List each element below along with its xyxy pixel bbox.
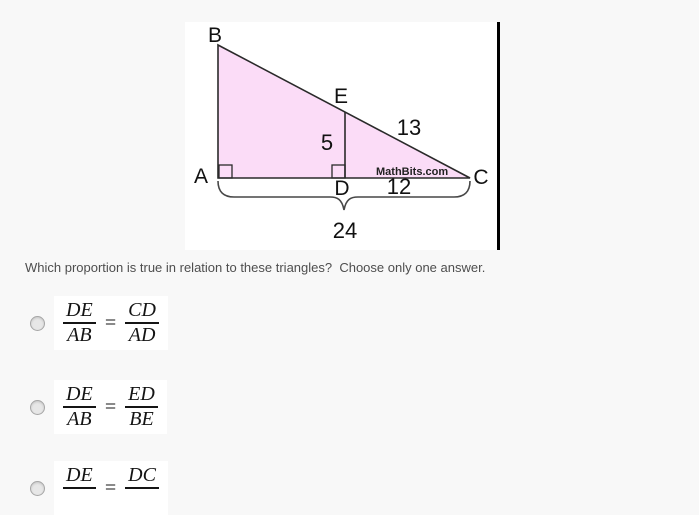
- equals-sign: =: [103, 311, 118, 334]
- formula-option-1: [54, 296, 168, 350]
- denominator: BE: [129, 408, 154, 430]
- triangle-abc-shape: [218, 45, 470, 178]
- formula-option-3: [54, 461, 168, 515]
- equals-sign: =: [103, 395, 118, 418]
- triangle-diagram-image: [185, 22, 500, 250]
- vertex-label-e: E: [333, 85, 349, 108]
- answer-option-2: [30, 380, 167, 434]
- fraction-left: [63, 300, 96, 346]
- denominator: AB: [67, 408, 92, 430]
- watermark-text: MathBits.com: [376, 166, 449, 178]
- numerator: DC: [128, 464, 156, 486]
- denominator: [139, 490, 145, 511]
- fraction-bar: [63, 487, 96, 489]
- formula-option-2: [54, 380, 167, 434]
- question-text: Which proportion is true in relation to these triangles? Choose only one answer.: [25, 260, 486, 275]
- answer-option-3: [30, 461, 168, 515]
- triangle-diagram-svg: [185, 22, 497, 250]
- vertex-label-a: A: [193, 165, 209, 188]
- equals-sign: =: [103, 476, 118, 499]
- radio-option-2[interactable]: [30, 400, 45, 415]
- fraction-right: [125, 300, 159, 346]
- numerator: DE: [66, 299, 93, 321]
- measure-de: 5: [320, 130, 334, 155]
- numerator: DE: [66, 464, 93, 486]
- fraction-bar: [125, 487, 159, 489]
- radio-option-1[interactable]: [30, 316, 45, 331]
- measure-ec: 13: [396, 115, 422, 140]
- measure-dc: 12: [386, 174, 412, 199]
- denominator: AD: [128, 324, 156, 346]
- vertex-label-d: D: [334, 177, 350, 200]
- numerator: CD: [128, 299, 156, 321]
- fraction-right: [125, 465, 159, 511]
- radio-option-3[interactable]: [30, 481, 45, 496]
- vertex-label-c: C: [473, 166, 489, 189]
- fraction-right: [125, 384, 158, 430]
- vertex-label-b: B: [207, 24, 223, 47]
- measure-ac: 24: [332, 218, 358, 243]
- numerator: DE: [66, 383, 93, 405]
- numerator: ED: [128, 383, 155, 405]
- denominator: [76, 490, 82, 511]
- answer-option-1: [30, 296, 168, 350]
- denominator: AB: [67, 324, 92, 346]
- fraction-left: [63, 465, 96, 511]
- fraction-left: [63, 384, 96, 430]
